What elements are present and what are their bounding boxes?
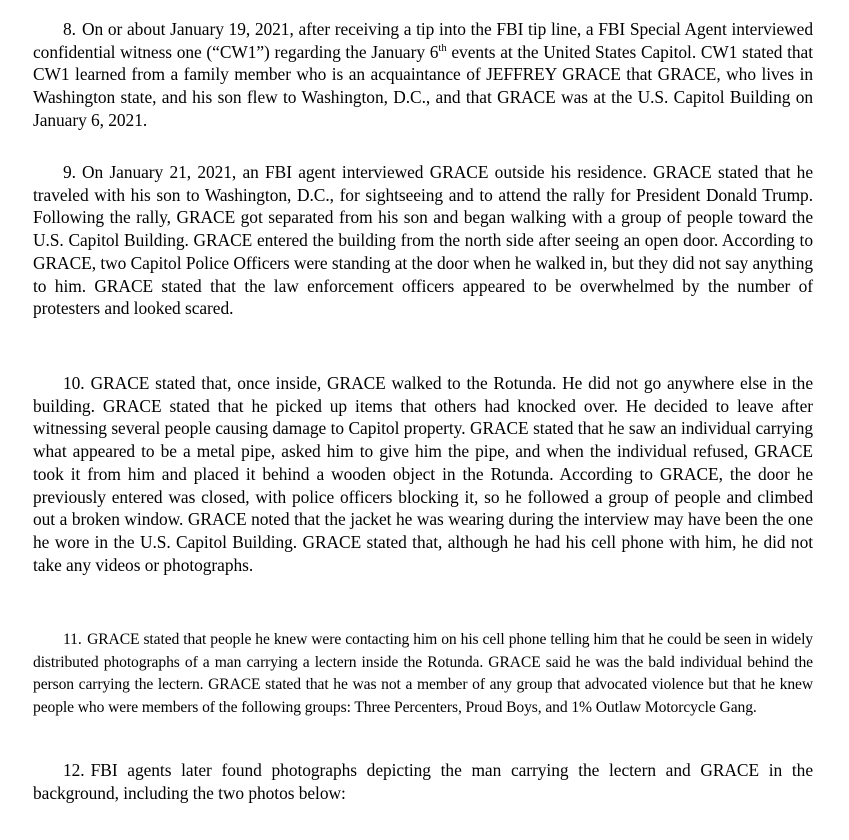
paragraph-9 [33,161,813,320]
paragraph-number: 8. [63,19,76,39]
paragraph-text: GRACE stated that people he knew were contacting him on his cell phone telling him that he could be seen in widely distributed photographs of a man carrying a lectern inside the Rotunda. GRACE said he was the bald individual behind the person carrying the lectern. GRACE stated that he was not a member of any group that advocated violence but that he knew people who were members of the following groups: Three Percenters, Proud Boys, and 1% Outlaw Motorcycle Gang. [33,631,813,716]
paragraph-text: On January 21, 2021, an FBI agent interviewed GRACE outside his residence. GRACE stated that he traveled with his son to Washington, D.C., for sightseeing and to attend the rally for President Donald Trump. Following the rally, GRACE got separated from his son and began walking with a group of people toward the U.S. Capitol Building. GRACE entered the building from the north side after seeing an open door. According to GRACE, two Capitol Police Officers were standing at the door when he walked in, but they did not say anything to him. GRACE stated that the law enforcement officers appeared to be overwhelmed by the number of protesters and looked scared. [33,162,813,319]
paragraph-text: GRACE stated that, once inside, GRACE walked to the Rotunda. He did not go anywhere else in the building. GRACE stated that he picked up items that others had knocked over. He decided to leave after witnessing several people causing damage to Capitol property. GRACE stated that he saw an individual carrying what appeared to be a metal pipe, asked him to give him the pipe, and when the individual refused, GRACE took it from him and placed it behind a wooden object in the Rotunda. According to GRACE, the door he previously entered was closed, with police officers blocking it, so he followed a group of people and climbed out a broken window. GRACE noted that the jacket he was wearing during the interview may have been the one he wore in the U.S. Capitol Building. GRACE stated that, although he had his cell phone with him, he did not take any videos or photographs. [33,373,813,575]
paragraph-12 [33,759,813,804]
superscript: th [438,41,447,54]
paragraph-number: 10. [63,373,85,393]
paragraph-text: On or about January 19, 2021, after receiving a tip into the FBI tip line, a FBI Special Agent interviewed confidential witness one (“CW1”) regarding the January 6 [33,19,813,62]
paragraph-number: 9. [63,162,76,182]
paragraph-number: 12. [63,760,85,780]
paragraph-10 [33,372,813,576]
paragraph-text-continued: events at the United States Capitol. CW1 stated that CW1 learned from a family member who is an acquaintance of JEFFREY GRACE that GRACE, who lives in Washington state, and his son flew to Washington, D.C., and that GRACE was at the U.S. Capitol Building on January 6, 2021. [33,41,814,130]
paragraph-11 [33,629,813,719]
paragraph-8 [33,18,813,132]
paragraph-number: 11. [63,631,82,648]
paragraph-text: FBI agents later found photographs depicting the man carrying the lectern and GRACE in the background, including the two photos below: [33,760,813,803]
